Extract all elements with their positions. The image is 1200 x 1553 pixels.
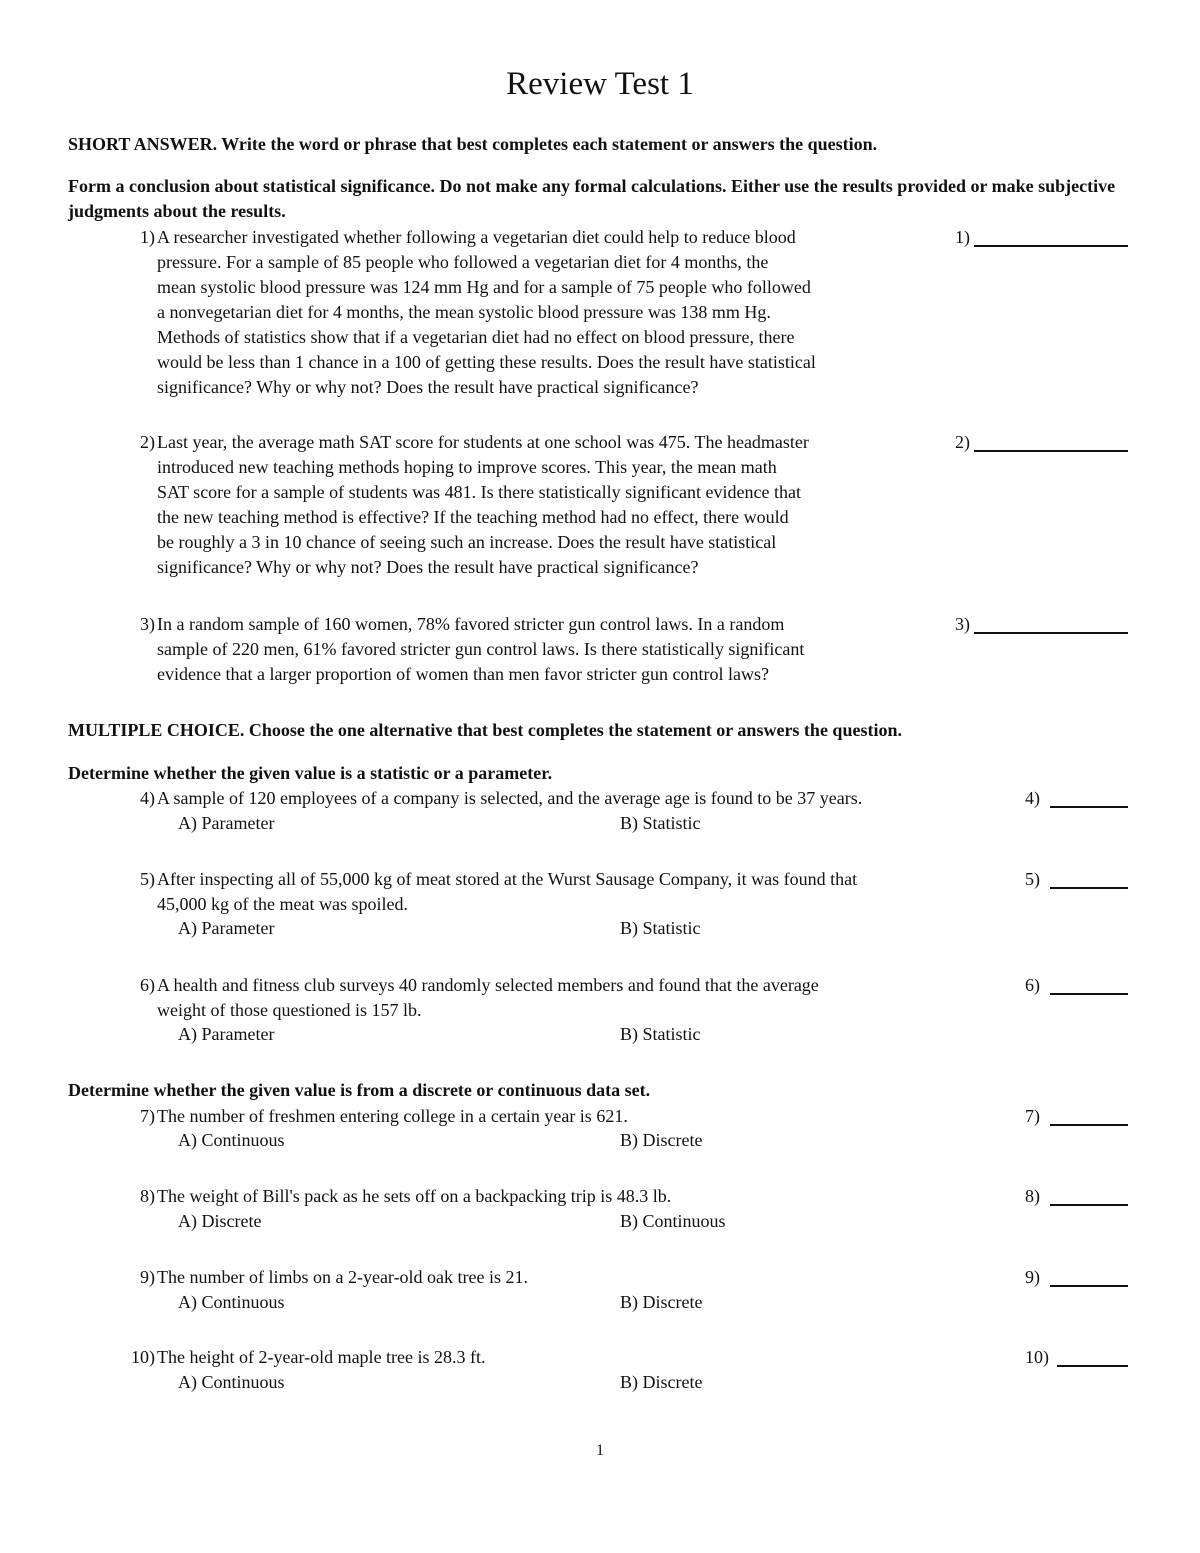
question-line: The height of 2-year-old maple tree is 28.3 ft. — [157, 1347, 486, 1367]
question-line: evidence that a larger proportion of women than men favor stricter gun control laws? — [157, 664, 769, 684]
question-number: 5) — [140, 869, 155, 889]
short-answer-header: SHORT ANSWER. Write the word or phrase that best completes each statement or answers the question. — [68, 134, 878, 154]
option-a[interactable]: A) Discrete — [178, 1211, 262, 1231]
answer-label: 1) — [955, 227, 970, 247]
option-b[interactable]: B) Continuous — [620, 1211, 726, 1231]
question-line: After inspecting all of 55,000 kg of meat stored at the Wurst Sausage Company, it was found that — [157, 869, 858, 889]
question-line: Last year, the average math SAT score for students at one school was 475. The headmaster — [157, 432, 809, 452]
question-number: 4) — [140, 788, 155, 808]
question-line: Methods of statistics show that if a vegetarian diet had no effect on blood pressure, there — [157, 327, 795, 347]
question-line: 45,000 kg of the meat was spoiled. — [157, 894, 408, 914]
option-b[interactable]: B) Discrete — [620, 1372, 703, 1392]
mc-group-instruction: Determine whether the given value is a statistic or a parameter. — [68, 763, 553, 783]
mc-group-instruction: Determine whether the given value is from a discrete or continuous data set. — [68, 1080, 651, 1100]
question-text — [157, 1184, 671, 1209]
answer-blank[interactable] — [1050, 1285, 1128, 1287]
question-line: would be less than 1 chance in a 100 of getting these results. Does the result have statistical — [157, 352, 816, 372]
answer-blank[interactable] — [1050, 887, 1128, 889]
option-a[interactable]: A) Continuous — [178, 1130, 285, 1150]
answer-blank[interactable] — [974, 450, 1128, 452]
answer-label: 4) — [1025, 788, 1040, 808]
answer-label: 9) — [1025, 1267, 1040, 1287]
question-number: 10) — [131, 1347, 155, 1367]
question-line: In a random sample of 160 women, 78% favored stricter gun control laws. In a random — [157, 614, 785, 634]
answer-blank[interactable] — [1057, 1365, 1128, 1367]
question-line: sample of 220 men, 61% favored stricter gun control laws. Is there statistically significant — [157, 639, 805, 659]
question-line: The weight of Bill's pack as he sets off on a backpacking trip is 48.3 lb. — [157, 1186, 672, 1206]
option-a[interactable]: A) Parameter — [178, 918, 275, 938]
answer-label: 2) — [955, 432, 970, 452]
answer-blank[interactable] — [1050, 1204, 1128, 1206]
question-line: a nonvegetarian diet for 4 months, the mean systolic blood pressure was 138 mm Hg. — [157, 302, 771, 322]
question-line: A researcher investigated whether following a vegetarian diet could help to reduce blood — [157, 227, 796, 247]
question-text — [157, 1345, 486, 1370]
option-b[interactable]: B) Statistic — [620, 918, 701, 938]
question-line: pressure. For a sample of 85 people who followed a vegetarian diet for 4 months, the — [157, 252, 769, 272]
question-text — [157, 973, 819, 1023]
question-line: be roughly a 3 in 10 chance of seeing such an increase. Does the result have statistical — [157, 532, 777, 552]
option-b[interactable]: B) Discrete — [620, 1292, 703, 1312]
question-number: 1) — [140, 227, 155, 247]
question-number: 2) — [140, 432, 155, 452]
question-line: the new teaching method is effective? If the teaching method had no effect, there would — [157, 507, 789, 527]
page-title: Review Test 1 — [506, 66, 694, 102]
answer-label: 6) — [1025, 975, 1040, 995]
answer-blank[interactable] — [1050, 1124, 1128, 1126]
question-line: introduced new teaching methods hoping to improve scores. This year, the mean math — [157, 457, 777, 477]
question-text — [157, 867, 857, 917]
answer-blank[interactable] — [974, 632, 1128, 634]
question-line: The number of freshmen entering college in a certain year is 621. — [157, 1106, 628, 1126]
page-number: 1 — [596, 1442, 604, 1459]
answer-blank[interactable] — [974, 245, 1128, 247]
question-number: 3) — [140, 614, 155, 634]
answer-label: 7) — [1025, 1106, 1040, 1126]
question-number: 8) — [140, 1186, 155, 1206]
question-line: significance? Why or why not? Does the result have practical significance? — [157, 557, 699, 577]
question-text — [157, 1104, 628, 1129]
answer-label: 3) — [955, 614, 970, 634]
question-line: A health and fitness club surveys 40 randomly selected members and found that the average — [157, 975, 819, 995]
question-text — [157, 612, 804, 687]
option-a[interactable]: A) Parameter — [178, 813, 275, 833]
option-b[interactable]: B) Statistic — [620, 813, 701, 833]
short-answer-instruction: Form a conclusion about statistical significance. Do not make any formal calculations. Either use the results provided or make subjective judgments about the results. — [68, 176, 1116, 221]
question-line: SAT score for a sample of students was 481. Is there statistically significant evidence that — [157, 482, 802, 502]
answer-label: 8) — [1025, 1186, 1040, 1206]
question-text — [157, 430, 809, 580]
question-line: significance? Why or why not? Does the result have practical significance? — [157, 377, 699, 397]
answer-blank[interactable] — [1050, 993, 1128, 995]
question-text — [157, 225, 816, 400]
option-a[interactable]: A) Parameter — [178, 1024, 275, 1044]
question-number: 6) — [140, 975, 155, 995]
option-b[interactable]: B) Discrete — [620, 1130, 703, 1150]
question-text — [157, 1265, 528, 1290]
answer-label: 10) — [1025, 1347, 1049, 1367]
question-text — [157, 786, 862, 811]
option-a[interactable]: A) Continuous — [178, 1292, 285, 1312]
question-line: weight of those questioned is 157 lb. — [157, 1000, 422, 1020]
question-line: The number of limbs on a 2-year-old oak tree is 21. — [157, 1267, 529, 1287]
multiple-choice-header: MULTIPLE CHOICE. Choose the one alternative that best completes the statement or answers the question. — [68, 720, 902, 740]
answer-label: 5) — [1025, 869, 1040, 889]
question-number: 7) — [140, 1106, 155, 1126]
option-b[interactable]: B) Statistic — [620, 1024, 701, 1044]
answer-blank[interactable] — [1050, 806, 1128, 808]
option-a[interactable]: A) Continuous — [178, 1372, 285, 1392]
question-line: A sample of 120 employees of a company is selected, and the average age is found to be 37 years. — [157, 788, 863, 808]
question-number: 9) — [140, 1267, 155, 1287]
question-line: mean systolic blood pressure was 124 mm Hg and for a sample of 75 people who followed — [157, 277, 811, 297]
